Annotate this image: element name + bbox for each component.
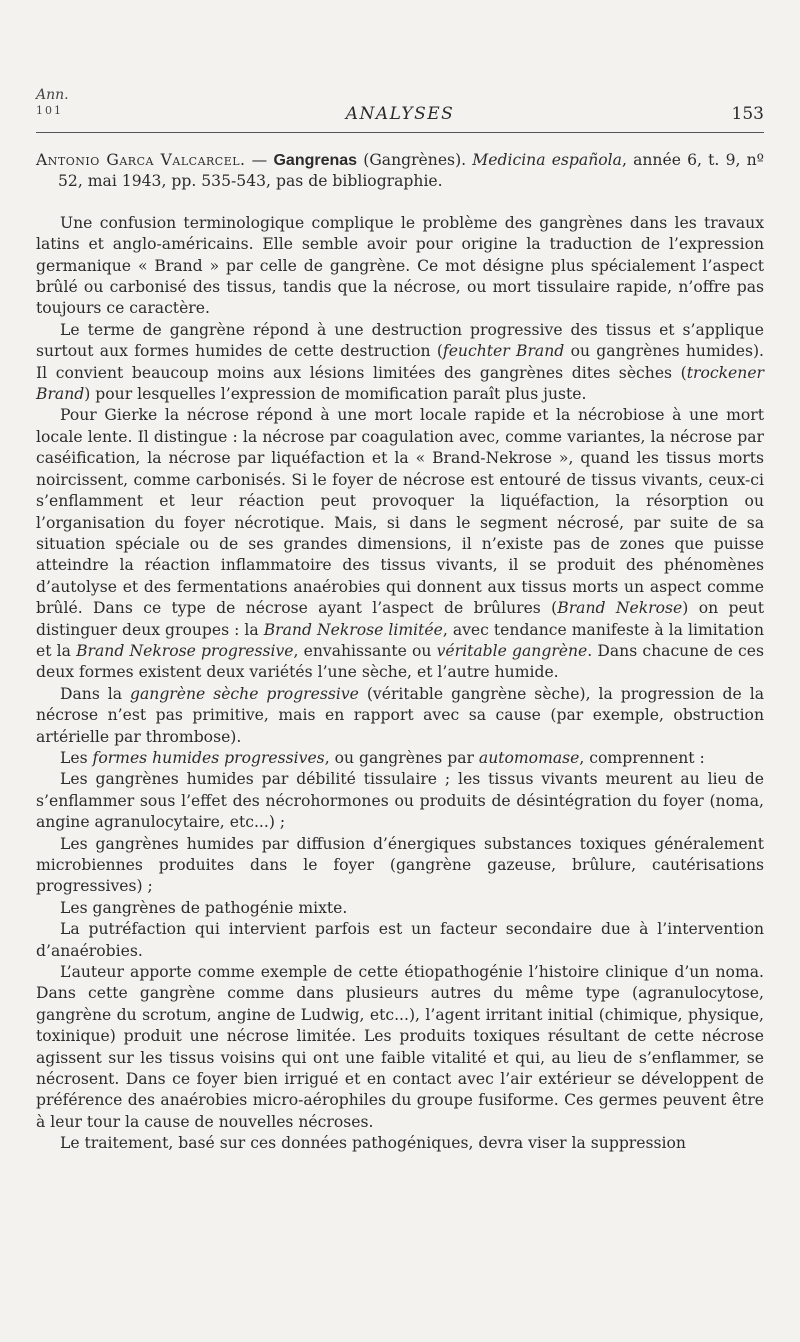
paragraph: Les formes humides progressives, ou gangrènes par automomase, comprennent : bbox=[60, 748, 705, 767]
article-content bbox=[36, 150, 764, 1155]
paragraph: La putréfaction qui intervient parfois est un facteur secondaire due à l’intervention d’anaérobies. bbox=[36, 920, 764, 960]
article-translation: (Gangrènes). bbox=[357, 151, 473, 169]
paragraph: Pour Gierke la nécrose répond à une mort locale rapide et la nécrobiose à une mort locale lente. Il distingue : la nécrose par coagulation avec, comme variantes, la nécrose par caséification, la nécrose par liquéfaction et la « Brand-Nekrose », quand les tissus morts noircissent, comme carbonisés. Si le foyer de nécrose est entouré de tissus vivants, ceux-ci s’enflamment et leur réaction peut provoquer la liquéfaction, la résorption ou l’organisation du foyer nécrotique. Mais, si dans le segment nécrosé, par suite de sa situation spéciale ou de ses grandes dimensions, il n’existe pas de zones que puisse atteindre la réaction inflammatoire des tissus vivants, il se produit des phénomènes d’autolyse et des fermentations anaérobies qui donnent aux tissus morts un aspect comme brûlé. Dans ce type de nécrose ayant l’aspect de brûlures (Brand Nekrose) on peut distinguer deux groupes : la Brand Nekrose limitée, avec tendance manifeste à la limitation et la Brand Nekrose progressive, envahissante ou véritable gangrène. Dans chacune de ces deux formes existent deux variétés l’une sèche, et l’autre humide. bbox=[36, 406, 764, 682]
paragraph: Une confusion terminologique complique le problème des gangrènes dans les travaux latins et anglo-américains. Elle semble avoir pour origine la traduction de l’expression germanique « Brand » par celle de gangrène. Ce mot désigne plus spécialement l’aspect brûlé ou carbonisé des tissus, tandis que la nécrose, ou mort tissulaire rapide, n’offre pas toujours ce caractère. bbox=[36, 213, 764, 318]
biblio-dash: — bbox=[245, 151, 274, 169]
margin-note-line1: Ann. bbox=[36, 87, 69, 103]
header-rule bbox=[36, 132, 764, 133]
author-name: Antonio Garca Valcarcel. bbox=[36, 151, 246, 169]
article-body bbox=[36, 213, 764, 1155]
page-number: 153 bbox=[731, 104, 764, 124]
paragraph: Le traitement, basé sur ces données pathogéniques, devra viser la suppression bbox=[60, 1134, 686, 1153]
paragraph: Les gangrènes humides par diffusion d’énergiques substances toxiques généralement microbiennes produites dans le foyer (gangrène gazeuse, brûlure, cautérisations progressives) ; bbox=[36, 834, 764, 896]
journal-name: Medicina española bbox=[472, 151, 622, 169]
paragraph: Les gangrènes humides par débilité tissulaire ; les tissus vivants meurent au lieu de s’enflammer sous l’effet des nécrohormones ou produits de désintégration du foyer (noma, angine agranulocytaire, etc...) ; bbox=[36, 770, 764, 832]
paragraph: Dans la gangrène sèche progressive (véritable gangrène sèche), la progression de la nécrose n’est pas primitive, mais en rapport avec sa cause (par exemple, obstruction artérielle par thrombose). bbox=[36, 684, 764, 746]
biblio-details: , année 6, t. 9, nº 52, mai 1943, pp. 535-543, pas de bibliographie. bbox=[58, 151, 764, 191]
margin-note-line2: 101 bbox=[36, 104, 63, 117]
article-title: Gangrenas bbox=[273, 152, 358, 169]
section-title: ANALYSES bbox=[345, 104, 455, 124]
paragraph: Les gangrènes de pathogénie mixte. bbox=[60, 898, 348, 917]
paragraph: L’auteur apporte comme exemple de cette étiopathogénie l’histoire clinique d’un noma. Dans cette gangrène comme dans plusieurs autres du même type (agranulocytose, gangrène du scrotum, angine de Ludwig, etc...), l’agent irritant initial (chimique, physique, toxinique) produit une nécrose limitée. Les produits toxiques résultant de cette nécrose agissent sur les tissus voisins qui ont une faible vitalité et qui, au lieu de s’enflammer, se nécrosent. Dans ce foyer bien irrigué et en contact avec l’air extérieur se développent de préférence des anaérobies micro-aérophiles du groupe fusiforme. Ces germes peuvent être à leur tour la cause de nouvelles nécroses. bbox=[36, 963, 764, 1131]
paragraph: Le terme de gangrène répond à une destruction progressive des tissus et s’applique surtout aux formes humides de cette destruction (feuchter Brand ou gangrènes humides). Il convient beaucoup moins aux lésions limitées des gangrènes dites sèches (trockener Brand) pour lesquelles l’expression de momification paraît plus juste. bbox=[36, 320, 764, 404]
bibliographic-reference bbox=[36, 150, 764, 193]
running-header bbox=[36, 98, 764, 124]
